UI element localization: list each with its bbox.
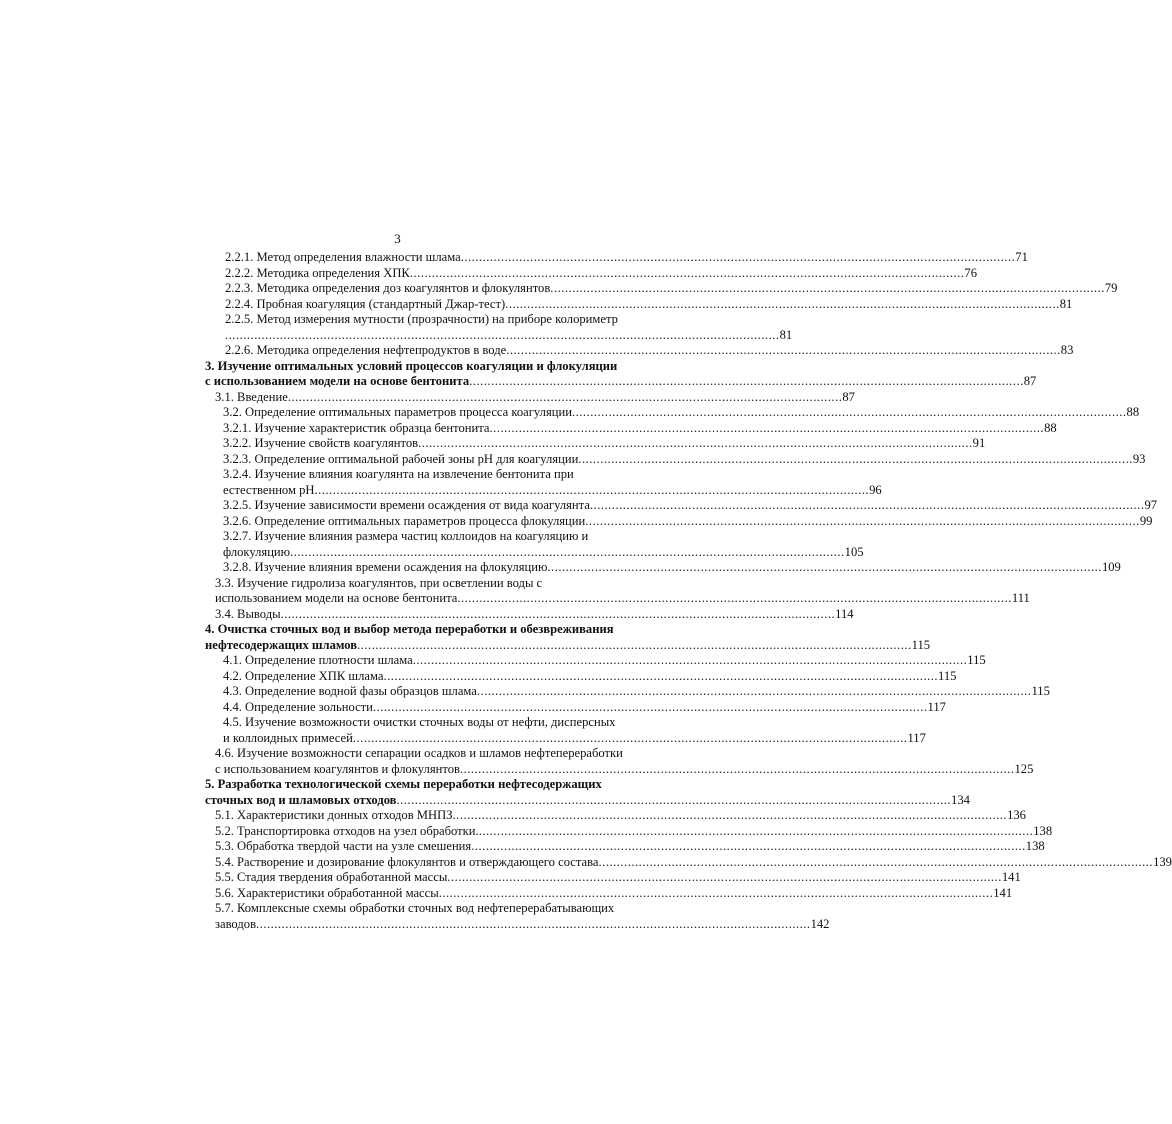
toc-page: 105 bbox=[844, 544, 864, 559]
toc-title: 2.2.2. Методика определения ХПК bbox=[225, 265, 410, 280]
toc-title: флокуляцию bbox=[223, 544, 291, 559]
toc-page: 87 bbox=[842, 389, 855, 404]
toc-title: 3.2.8. Изучение влияния времени осаждения на флокуляцию bbox=[223, 560, 548, 574]
table-of-contents bbox=[205, 250, 1172, 932]
toc-entry: 2.2.1. Метод определения влажности шлама ........................................................................................................................................................ 71 bbox=[225, 250, 1028, 264]
toc-title-line1: 3.2.7. Изучение влияния размера частиц коллоидов на коагуляцию и bbox=[223, 529, 589, 543]
toc-page: 138 bbox=[1025, 839, 1045, 853]
toc-title: нефтесодержащих шламов bbox=[205, 637, 358, 652]
toc-page: 117 bbox=[927, 699, 946, 714]
toc-title: 3.2.5. Изучение зависимости времени осаждения от вида коагулянта bbox=[223, 498, 590, 512]
toc-title: 4.2. Определение ХПК шлама bbox=[223, 668, 384, 683]
toc-title: заводов bbox=[215, 916, 257, 931]
toc-title: использованием модели на основе бентонита bbox=[215, 591, 458, 605]
toc-title: 5.6. Характеристики обработанной массы bbox=[215, 885, 439, 900]
toc-page: 142 bbox=[810, 916, 830, 931]
toc-page: 71 bbox=[1015, 250, 1028, 264]
toc-title-line1: 4.5. Изучение возможности очистки сточных воды от нефти, дисперсных bbox=[223, 715, 616, 729]
toc-title: с использованием коагулянтов и флокулянтов bbox=[215, 761, 460, 776]
toc-page: 79 bbox=[1104, 281, 1118, 295]
toc-page: 141 bbox=[993, 885, 1013, 900]
toc-entry: 3.1. Введение ........................................................................................................................................................ 87 bbox=[215, 389, 855, 404]
toc-entry: 3.2.8. Изучение влияния времени осаждения на флокуляцию ........................................................................................................................................................ 109 bbox=[223, 560, 1121, 574]
toc-title: 3.4. Выводы bbox=[215, 606, 281, 621]
toc-entry: 4.6. Изучение возможности сепарации осадков и шламов нефтепереработки с использованием коагулянтов и флокулянтов ........................................................................................................................................................ 125 bbox=[215, 746, 1034, 776]
toc-title: 5.4. Растворение и дозирование флокулянтов и отверждающего состава bbox=[215, 854, 599, 869]
toc-title-line1: 3.3. Изучение гидролиза коагулянтов, при осветлении воды с bbox=[215, 575, 543, 590]
toc-title-line1: 3.2.4. Изучение влияния коагулянта на извлечение бентонита при bbox=[223, 467, 574, 481]
toc-page: 115 bbox=[938, 668, 957, 683]
toc-entry: 4.2. Определение ХПК шлама ........................................................................................................................................................ 115 bbox=[223, 668, 957, 683]
toc-title: 3.1. Введение bbox=[215, 389, 288, 404]
toc-title: 2.2.1. Метод определения влажности шлама bbox=[225, 250, 461, 264]
toc-page: 134 bbox=[951, 792, 970, 807]
toc-title-line1: 4.6. Изучение возможности сепарации осадков и шламов нефтепереработки bbox=[215, 746, 623, 760]
toc-title-line1: 5.7. Комплексные схемы обработки сточных вод нефтеперерабатывающих bbox=[215, 901, 615, 915]
toc-entry: 4.3. Определение водной фазы образцов шлама ........................................................................................................................................................ 115 bbox=[223, 684, 1050, 698]
toc-title: естественном pH bbox=[223, 482, 315, 497]
toc-page: 139 bbox=[1153, 854, 1172, 869]
toc-page: 99 bbox=[1139, 513, 1153, 528]
toc-entry: 4.1. Определение плотности шлама ........................................................................................................................................................ 115 bbox=[223, 653, 986, 667]
toc-title: 2.2.3. Методика определения доз коагулянтов и флокулянтов bbox=[225, 281, 551, 295]
toc-entry: 2.2.3. Методика определения доз коагулянтов и флокулянтов ........................................................................................................................................................ 79 bbox=[225, 281, 1118, 295]
toc-title: с использованием модели на основе бентонита bbox=[205, 374, 470, 388]
toc-page: 81 bbox=[779, 327, 793, 342]
toc-entry: 5.3. Обработка твердой части на узле смешения ........................................................................................................................................................ 138 bbox=[215, 839, 1045, 853]
toc-title: сточных вод и шламовых отходов bbox=[205, 792, 397, 807]
toc-page: 83 bbox=[1060, 343, 1074, 357]
toc-entry: 2.2.2. Методика определения ХПК ........................................................................................................................................................ 76 bbox=[225, 265, 977, 280]
toc-entry: 3.2.1. Изучение характеристик образца бентонита ........................................................................................................................................................ 88 bbox=[223, 420, 1057, 435]
toc-page: 76 bbox=[964, 265, 977, 280]
toc-page: 96 bbox=[869, 482, 882, 497]
toc-title-line1: 2.2.5. Метод измерения мутности (прозрачности) на приборе колориметр bbox=[225, 312, 618, 326]
toc-title: 5.5. Стадия твердения обработанной массы bbox=[215, 870, 448, 884]
toc-entry: 5.1. Характеристики донных отходов МНПЗ ........................................................................................................................................................ 136 bbox=[215, 808, 1026, 822]
toc-page: 115 bbox=[911, 637, 931, 652]
toc-page: 136 bbox=[1007, 808, 1026, 822]
toc-entry: 3.2.4. Изучение влияния коагулянта на извлечение бентонита при естественном pH ........................................................................................................................................................ 96 bbox=[223, 467, 882, 497]
toc-title: 3.2.3. Определение оптимальной рабочей зоны pH для коагуляции bbox=[223, 451, 579, 466]
toc-page: 115 bbox=[967, 653, 986, 667]
toc-entry: 5.5. Стадия твердения обработанной массы ........................................................................................................................................................ 141 bbox=[215, 870, 1021, 884]
toc-page: 141 bbox=[1001, 870, 1021, 884]
toc-chapter: 5. Разработка технологической схемы переработки нефтесодержащих сточных вод и шламовых отходов ........................................................................................................................................................ 134 bbox=[205, 777, 970, 807]
toc-entry: 3.2.2. Изучение свойств коагулянтов ........................................................................................................................................................ 91 bbox=[223, 436, 986, 450]
toc-page: 88 bbox=[1126, 405, 1140, 419]
toc-title-line1: 3. Изучение оптимальных условий процессов коагуляции и флокуляции bbox=[205, 358, 618, 373]
toc-title: 4.4. Определение зольности bbox=[223, 699, 373, 714]
toc-entry: 2.2.4. Пробная коагуляция (стандартный Джар-тест) ........................................................................................................................................................ 81 bbox=[225, 296, 1073, 311]
toc-chapter: 3. Изучение оптимальных условий процессов коагуляции и флокуляции с использованием модели на основе бентонита ........................................................................................................................................................ 87 bbox=[205, 358, 1037, 388]
toc-page: 88 bbox=[1044, 420, 1057, 435]
toc-title: 3.2.1. Изучение характеристик образца бентонита bbox=[223, 420, 490, 435]
toc-page: 125 bbox=[1014, 761, 1034, 776]
toc-page: 93 bbox=[1132, 451, 1146, 466]
toc-page: 138 bbox=[1033, 823, 1053, 838]
toc-title: 4.1. Определение плотности шлама bbox=[223, 653, 413, 667]
toc-entry: 5.4. Растворение и дозирование флокулянтов и отверждающего состава ........................................................................................................................................................ 139 bbox=[215, 854, 1172, 869]
toc-page: 111 bbox=[1011, 591, 1030, 605]
toc-title: 4.3. Определение водной фазы образцов шлама bbox=[223, 684, 477, 698]
toc-page: 115 bbox=[1031, 684, 1050, 698]
toc-page: 91 bbox=[972, 436, 986, 450]
toc-entry: 3.2.3. Определение оптимальной рабочей зоны pH для коагуляции ........................................................................................................................................................ 93 bbox=[223, 451, 1146, 466]
toc-page: 81 bbox=[1059, 296, 1073, 311]
toc-title: 5.2. Транспортировка отходов на узел обработки. bbox=[215, 823, 479, 838]
toc-title: 5.1. Характеристики донных отходов МНПЗ bbox=[215, 808, 453, 822]
toc-entry: 3.3. Изучение гидролиза коагулянтов, при осветлении воды с использованием модели на основе бентонита ........................................................................................................................................................ 111 bbox=[215, 575, 1030, 605]
toc-entry: 3.2. Определение оптимальных параметров процесса коагуляции ........................................................................................................................................................ 88 bbox=[223, 405, 1140, 419]
toc-title: 3.2. Определение оптимальных параметров процесса коагуляции bbox=[223, 405, 572, 419]
toc-page: 117 bbox=[907, 730, 926, 745]
page-number: 3 bbox=[394, 231, 401, 246]
toc-page: 114 bbox=[835, 606, 854, 621]
toc-entry: 3.2.6. Определение оптимальных параметров процесса флокуляции ........................................................................................................................................................ 99 bbox=[223, 513, 1153, 528]
toc-entry: 4.4. Определение зольности ........................................................................................................................................................ 117 bbox=[223, 699, 946, 714]
toc-entry: 2.2.5. Метод измерения мутности (прозрачности) на приборе колориметр ........................................................................................................................................................ 81 bbox=[225, 312, 793, 342]
toc-entry: 2.2.6. Методика определения нефтепродуктов в воде ........................................................................................................................................................ 83 bbox=[225, 343, 1074, 357]
toc-title: 5.3. Обработка твердой части на узле смешения bbox=[215, 839, 472, 853]
toc-entry: 5.7. Комплексные схемы обработки сточных вод нефтеперерабатывающих заводов ........................................................................................................................................................ 142 bbox=[215, 901, 830, 931]
toc-page: 109 bbox=[1101, 560, 1121, 574]
toc-entry: 3.2.7. Изучение влияния размера частиц коллоидов на коагуляцию и флокуляцию ........................................................................................................................................................ 105 bbox=[223, 529, 864, 559]
toc-page: 97 bbox=[1144, 498, 1158, 512]
toc-chapter: 4. Очистка сточных вод и выбор метода переработки и обезвреживания нефтесодержащих шламов ........................................................................................................................................................ 115 bbox=[205, 622, 931, 652]
toc-entry: 5.6. Характеристики обработанной массы ........................................................................................................................................................ 141 bbox=[215, 885, 1013, 900]
toc-entry: 3.4. Выводы ........................................................................................................................................................ 114 bbox=[215, 606, 854, 621]
toc-title: 2.2.4. Пробная коагуляция (стандартный Джар-тест) bbox=[225, 296, 506, 311]
toc-title: 2.2.6. Методика определения нефтепродуктов в воде bbox=[225, 343, 507, 357]
toc-entry: 5.2. Транспортировка отходов на узел обработки. ........................................................................................................................................................ 138 bbox=[215, 823, 1053, 838]
toc-title: и коллоидных примесей bbox=[223, 730, 353, 745]
toc-page: 87 bbox=[1023, 374, 1037, 388]
toc-title-line1: 5. Разработка технологической схемы переработки нефтесодержащих bbox=[205, 777, 602, 791]
toc-title: 3.2.6. Определение оптимальных параметров процесса флокуляции bbox=[223, 513, 586, 528]
toc-entry: 3.2.5. Изучение зависимости времени осаждения от вида коагулянта ........................................................................................................................................................ 97 bbox=[223, 498, 1158, 512]
toc-title: 3.2.2. Изучение свойств коагулянтов bbox=[223, 436, 419, 450]
toc-entry: 4.5. Изучение возможности очистки сточных воды от нефти, дисперсных и коллоидных примесей ........................................................................................................................................................ 117 bbox=[223, 715, 926, 745]
toc-title-line1: 4. Очистка сточных вод и выбор метода переработки и обезвреживания bbox=[205, 622, 614, 636]
